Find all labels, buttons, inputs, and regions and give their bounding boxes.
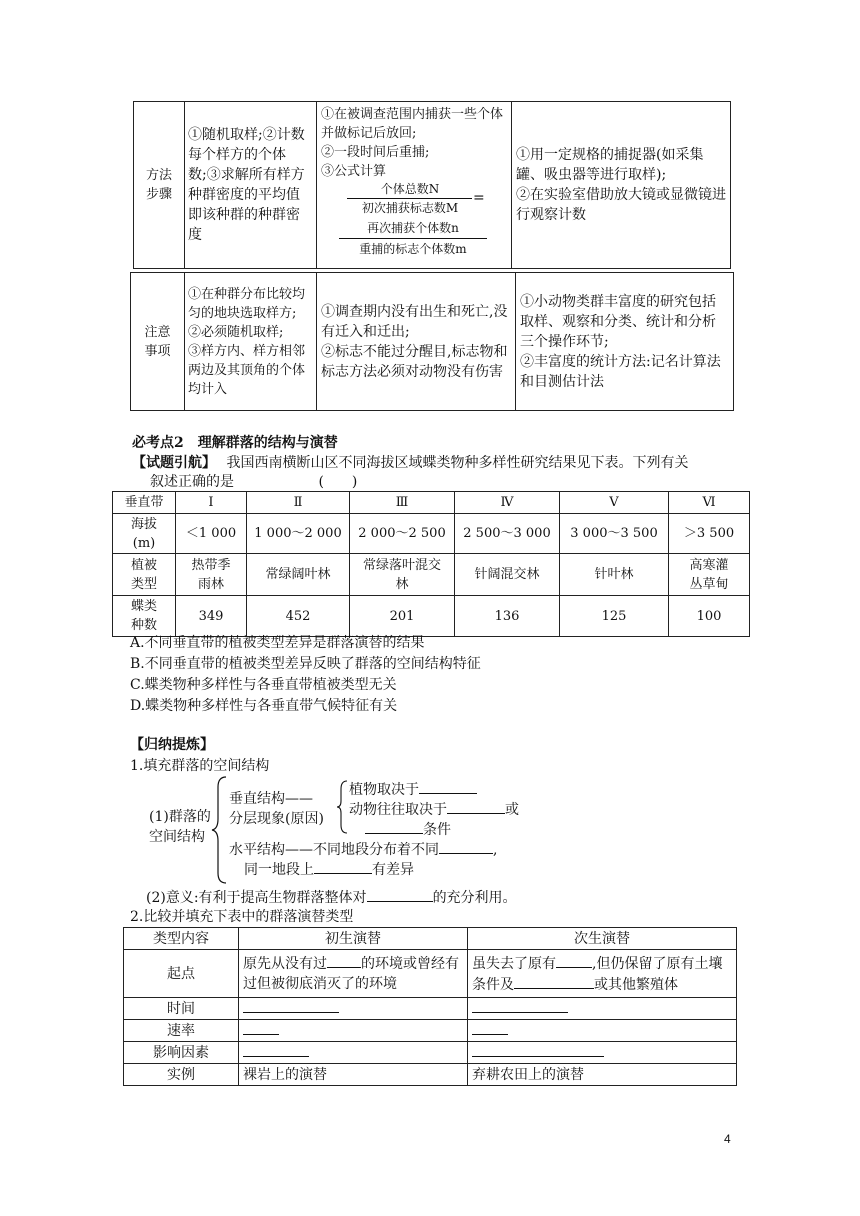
table-cell: 1 000～2 000	[247, 514, 350, 554]
blank-secondary-rate[interactable]	[472, 1020, 508, 1035]
quadrat-method-steps: ①随机取样;②计数每个样方的个体数;③求解所有样方种群密度的平均值即该种群的种群密度	[185, 102, 317, 269]
vertical-structure-label-1: 垂直结构——	[229, 791, 313, 807]
table-row	[124, 998, 737, 1020]
formula-fraction-line-1	[347, 198, 472, 199]
formula-fraction-line-2	[339, 238, 487, 239]
blank-primary-rate[interactable]	[243, 1020, 279, 1035]
small-brace-icon	[335, 779, 349, 835]
condition-label: 条件	[423, 822, 451, 838]
table-cell	[239, 1042, 468, 1064]
intro-line1: 我国西南横断山区不同海拔区域蝶类物种多样性研究结果见下表。下列有关	[226, 455, 689, 471]
table-cell: ＜1 000	[176, 514, 247, 554]
table-cell: 201	[350, 596, 455, 637]
row-label-notes: 注意 事项	[131, 273, 185, 411]
significance-pre: (2)意义:有利于提高生物群落整体对	[146, 890, 367, 906]
table-row	[113, 514, 750, 554]
mark-recapture-notes: ①调查期内没有出生和死亡,没有迁入和迁出; ②标志不能过分醒目,标志物和标志方法必须对动物没有伤害	[317, 273, 516, 411]
summary-q1: 1.填充群落的空间结构	[130, 758, 270, 774]
section-title: 必考点2 理解群落的结构与演替	[132, 435, 338, 451]
table-cell: 针叶林	[560, 554, 669, 596]
blank-primary-factor[interactable]	[243, 1042, 309, 1057]
animal-or: 或	[505, 802, 519, 818]
primary-start-cell	[239, 950, 468, 998]
table-cell: 热带季 雨林	[176, 554, 247, 596]
succession-table	[123, 927, 737, 1086]
horizontal-structure-line2	[244, 859, 414, 880]
secondary-start-post: 或其他繁殖体	[594, 976, 678, 993]
blank-secondary-time[interactable]	[472, 998, 568, 1013]
option-d[interactable]: D.蝶类物种多样性与各垂直带气候特征有关	[130, 698, 398, 714]
table-cell: Ⅳ	[455, 492, 560, 514]
method-table-row2	[130, 272, 734, 411]
condition-line	[365, 819, 451, 840]
table-cell: 125	[560, 596, 669, 637]
blank-animal[interactable]	[447, 799, 505, 814]
intro-line2: 叙述正确的是	[150, 474, 234, 490]
table-cell: 速率	[124, 1020, 239, 1042]
table-cell	[239, 1020, 468, 1042]
table-row	[113, 596, 750, 637]
table-cell: 裸岩上的演替	[239, 1064, 468, 1086]
row-label-method-steps: 方法 步骤	[134, 102, 185, 269]
table-cell: 起点	[124, 950, 239, 998]
blank-secondary-start[interactable]	[556, 953, 592, 968]
question-intro-line2	[150, 472, 357, 492]
table-cell: 2 000～2 500	[350, 514, 455, 554]
table-cell: 高寒灌 丛草甸	[669, 554, 750, 596]
table-cell: 弃耕农田上的演替	[468, 1064, 737, 1086]
table-row	[113, 554, 750, 596]
question-intro	[132, 453, 688, 473]
table-cell: 类型内容	[124, 928, 239, 950]
table-row	[124, 950, 737, 998]
method-table-row1	[133, 101, 731, 269]
root-label-1: (1)群落的	[149, 809, 211, 825]
horizontal-label: 水平结构——不同地段分布着不同	[229, 842, 439, 858]
table-cell: 针阔混交林	[455, 554, 560, 596]
summary-title: 【归纳提炼】	[130, 737, 214, 753]
table-cell	[468, 1042, 737, 1064]
horizontal-comma: ,	[493, 842, 498, 858]
primary-start-pre: 原先从没有过	[243, 956, 327, 972]
blank-condition[interactable]	[365, 819, 423, 834]
plant-label: 植物取决于	[349, 782, 419, 798]
answer-paren[interactable]: ( )	[318, 474, 358, 490]
secondary-start-cell	[468, 950, 737, 998]
significance-line	[146, 887, 517, 908]
summary-q2: 2.比较并填充下表中的群落演替类型	[130, 909, 354, 925]
mark-recapture-steps: ①在被调查范围内捕获一些个体并做标记后放回; ②一段时间后重捕; ③公式计算 个体总数N = 初次捕获标志数M 再次捕获个体数n 重捕的标志个体数m	[317, 102, 512, 269]
table-row	[124, 1064, 737, 1086]
formula-numerator-2: 再次捕获个体数n	[367, 221, 459, 235]
table-cell: 植被 类型	[113, 554, 176, 596]
table-cell: 3 000～3 500	[560, 514, 669, 554]
table-cell: 2 500～3 000	[455, 514, 560, 554]
significance-post: 的充分利用。	[432, 890, 517, 906]
table-cell: 海拔 (m)	[113, 514, 176, 554]
plant-factor	[349, 779, 477, 800]
soil-animal-steps: ①用一定规格的捕捉器(如采集罐、吸虫器等进行取样); ②在实验室借助放大镜或显微镜进行观察计数	[512, 102, 731, 269]
table-cell	[468, 998, 737, 1020]
secondary-start-mid: ,但仍保留了原有土壤条件及	[472, 955, 723, 993]
blank-secondary-factor[interactable]	[472, 1042, 604, 1057]
spatial-structure-diagram	[130, 775, 690, 885]
table-cell: 452	[247, 596, 350, 637]
soil-animal-notes: ①小动物类群丰富度的研究包括取样、观察和分类、统计和分析三个操作环节; ②丰富度的统计方法:记名计算法和目测估计法	[516, 273, 734, 411]
page-number: 4	[724, 1132, 731, 1146]
table-cell: 初生演替	[239, 928, 468, 950]
table-cell: 常绿阔叶林	[247, 554, 350, 596]
table-cell: 影响因素	[124, 1042, 239, 1064]
blank-secondary-other[interactable]	[514, 974, 594, 989]
blank-plant[interactable]	[419, 779, 477, 794]
table-cell: Ⅵ	[669, 492, 750, 514]
horizontal-diff: 有差异	[372, 862, 414, 878]
blank-horizontal[interactable]	[439, 839, 493, 854]
option-c[interactable]: C.蝶类物种多样性与各垂直带植被类型无关	[130, 677, 397, 693]
table-row	[124, 928, 737, 950]
quadrat-notes: ①在种群分布比较均匀的地块选取样方; ②必须随机取样; ③样方内、样方相邻两边及其顶角的个体均计入	[185, 273, 317, 411]
table-cell: 实例	[124, 1064, 239, 1086]
table-cell: Ⅰ	[176, 492, 247, 514]
secondary-start-pre: 虽失去了原有	[472, 955, 556, 972]
table-cell: 常绿落叶混交 林	[350, 554, 455, 596]
table-row	[124, 1042, 737, 1064]
table-cell: Ⅱ	[247, 492, 350, 514]
butterfly-table	[112, 491, 750, 637]
formula-equals: =	[473, 190, 485, 206]
blank-significance[interactable]	[367, 887, 433, 902]
table-row	[124, 1020, 737, 1042]
table-cell: 100	[669, 596, 750, 637]
formula-denominator-1: 初次捕获标志数M	[361, 201, 459, 215]
table-cell: Ⅲ	[350, 492, 455, 514]
table-cell	[239, 998, 468, 1020]
table-cell: ＞3 500	[669, 514, 750, 554]
primary-start-post: 的环境或曾经有过但被彻底消灭了的环境	[243, 956, 459, 992]
table-cell: 次生演替	[468, 928, 737, 950]
table-row	[113, 492, 750, 514]
root-label-2: 空间结构	[149, 829, 205, 845]
intro-tag: 【试题引航】	[132, 455, 216, 471]
table-cell: 垂直带	[113, 492, 176, 514]
animal-label: 动物往往取决于	[349, 802, 447, 818]
mark-recapture-formula	[321, 181, 507, 265]
table-cell	[468, 1020, 737, 1042]
table-cell: Ⅴ	[560, 492, 669, 514]
table-cell: 349	[176, 596, 247, 637]
horizontal-label-2: 同一地段上	[244, 862, 314, 878]
table-cell: 蝶类 种数	[113, 596, 176, 637]
blank-same-site[interactable]	[314, 859, 372, 874]
blank-primary-time[interactable]	[243, 998, 339, 1013]
horizontal-structure-line1	[229, 839, 497, 860]
big-brace-icon	[210, 775, 230, 885]
option-b[interactable]: B.不同垂直带的植被类型差异反映了群落的空间结构特征	[130, 656, 481, 672]
option-a[interactable]: A.不同垂直带的植被类型差异是群落演替的结果	[130, 635, 425, 651]
vertical-structure-label-2: 分层现象(原因)	[229, 811, 324, 827]
table-cell: 时间	[124, 998, 239, 1020]
formula-numerator-1: 个体总数N	[380, 182, 440, 196]
formula-denominator-2: 重捕的标志个体数m	[359, 242, 467, 256]
animal-factor	[349, 799, 519, 820]
blank-primary-start[interactable]	[327, 953, 361, 968]
table-cell: 136	[455, 596, 560, 637]
